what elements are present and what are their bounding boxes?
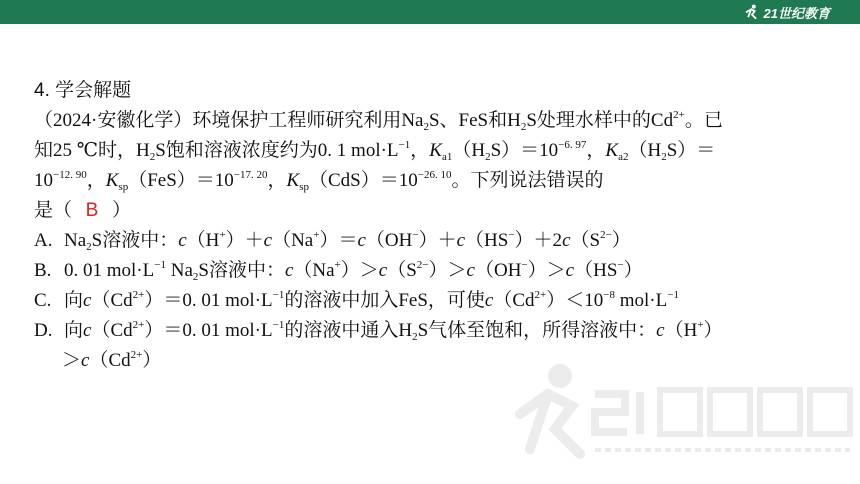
question-content bbox=[34, 76, 834, 376]
question-stem: （2024·安徽化学）环境保护工程师研究利用$Na_2S$、FeS和$H_2S$处理水样中的$Cd^{2+}$。已 知25 ℃时，$H_2S$饱和溶液浓度约为0. 1 $mol\cdot L^{-1}$，$K_{a1}(H_2S)=10^{-6. 97}$，$K_{a2}(H_2S)=$ $10^{-12. 90}$，$K_{sp}(FeS)=10^{-17. 20}$，$K_{sp}(CdS)=10^{-26. 10}$。下列说法错误的 是（ B ） bbox=[34, 106, 834, 226]
brand-logo bbox=[743, 2, 830, 22]
option-d[interactable]: D. 向$c(Cd^{2+})=0$. 01 $mol\cdot L^{-1}$的溶液中通入$H_2S$气体至饱和，所得溶液中：c（H+） bbox=[34, 319, 723, 343]
question-heading: 4. 学会解题 bbox=[34, 80, 132, 101]
brand-logo-text: 21世纪教育 bbox=[763, 5, 830, 21]
option-d-continued: $>c(Cd^{2+})$ bbox=[62, 349, 162, 371]
runner-logo-icon bbox=[743, 3, 761, 21]
answer-letter: B bbox=[85, 200, 99, 221]
option-c[interactable]: C. 向$c(Cd^{2+})=0$. 01 $mol\cdot L^{-1}$的溶液中加入FeS，可使$c(Cd^{2+})<10^{-8}$ $mol\cdot L^{-1}$ bbox=[34, 289, 679, 311]
top-header-bar bbox=[0, 0, 860, 24]
option-a[interactable]: A. $Na_2S$溶液中：$c(H^+)+c(Na^+)=c(OH^-)+c(HS^-)+2c(S^{2-})$ bbox=[34, 229, 631, 253]
option-b[interactable]: B. 0. 01 $mol\cdot L^{-1}$ $Na_2S$溶液中：$c(Na^+)>c(S^{2-})>c(OH^-)>c(HS^-)$ bbox=[34, 259, 643, 283]
